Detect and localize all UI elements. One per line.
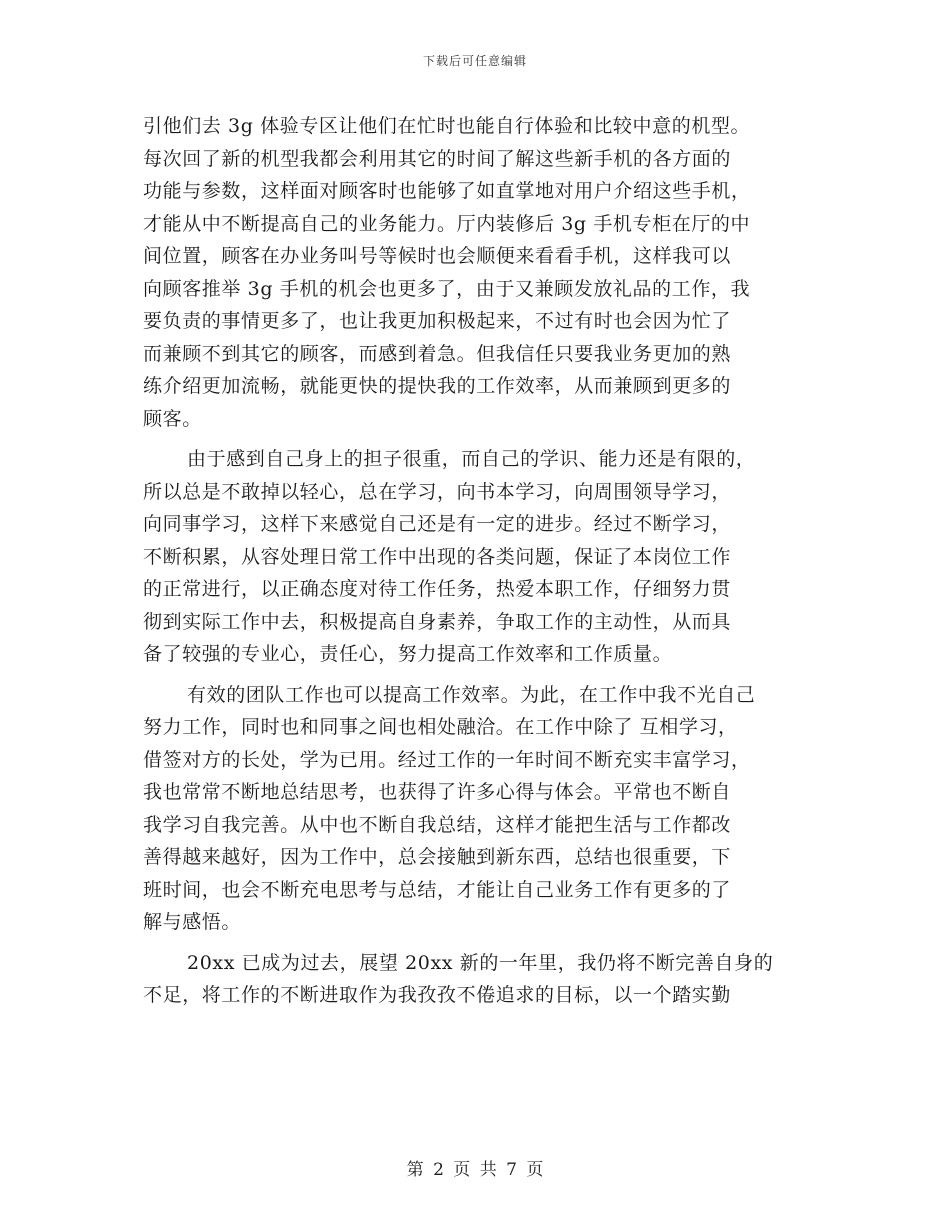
text-line: 每次回了新的机型我都会利用其它的时间了解这些新手机的各方面的: [143, 147, 732, 170]
text-line: 班时间，也会不断充电思考与总结，才能让自己业务工作有更多的了: [143, 878, 732, 901]
text-line: 由于感到自己身上的担子很重，而自己的学识、能力还是有限的，: [187, 448, 756, 470]
text-line: 我学习自我完善。从中也不断自我总结，这样才能把生活与工作都改: [143, 813, 732, 836]
text-line: 顾客。: [143, 407, 202, 430]
text-line: 借签对方的长处，学为已用。经过工作的一年时间不断充实丰富学习，: [143, 748, 751, 771]
page-footer: 第 2 页 共 7 页: [406, 1160, 544, 1180]
paragraph: [143, 947, 811, 1012]
text-line: 间位置，顾客在办业务叫号等候时也会顺便来看看手机，这样我可以: [143, 245, 732, 267]
text-line: 备了较强的专业心，责任心，努力提高工作效率和工作质量。: [143, 643, 673, 665]
text-line: 的正常进行，以正确态度对待工作任务，热爱本职工作，仔细努力贯: [143, 578, 732, 600]
text-line: 我也常常不断地总结思考，也获得了许多心得与体会。平常也不断自: [143, 781, 732, 803]
document-body: [143, 110, 811, 1012]
text-line: 不断积累，从容处理日常工作中出现的各类问题，保证了本岗位工作: [143, 545, 732, 568]
text-line: 向顾客推举 3g 手机的机会也更多了，由于又兼顾发放礼品的工作，我: [143, 277, 751, 300]
paragraph: [143, 679, 811, 939]
text-line: 向同事学习，这样下来感觉自己还是有一定的进步。经过不断学习，: [143, 513, 732, 535]
text-line: 彻到实际工作中去，积极提高自身素养，争取工作的主动性，从而具: [143, 610, 732, 633]
text-line: 有效的团队工作也可以提高工作效率。为此，在工作中我不光自己: [187, 683, 756, 706]
text-line: 要负责的事情更多了，也让我更加积极起来，不过有时也会因为忙了: [143, 310, 732, 332]
text-line: 功能与参数，这样面对顾客时也能够了如直掌地对用户介绍这些手机，: [143, 180, 751, 202]
text-line: 20xx 已成为过去，展望 20xx 新的一年里，我仍将不断完善自身的: [187, 951, 774, 974]
text-line: 而兼顾不到其它的顾客，而感到着急。但我信任只要我业务更加的熟: [143, 342, 732, 365]
text-line: 所以总是不敢掉以轻心，总在学习，向书本学习，向周围领导学习，: [143, 480, 732, 503]
text-line: 引他们去 3g 体验专区让他们在忙时也能自行体验和比较中意的机型。: [143, 115, 751, 137]
text-line: 才能从中不断提高自己的业务能力。厅内装修后 3g 手机专柜在厅的中: [143, 212, 751, 235]
page-header: 下载后可任意编辑: [422, 54, 527, 68]
text-line: 努力工作，同时也和同事之间也相处融洽。在工作中除了 互相学习，: [143, 716, 738, 738]
paragraph: [143, 443, 811, 671]
paragraph: [143, 110, 811, 435]
text-line: 解与感悟。: [143, 911, 242, 933]
text-line: 善得越来越好，因为工作中，总会接触到新东西，总结也很重要，下: [143, 846, 732, 868]
text-line: 不足，将工作的不断进取作为我孜孜不倦追求的目标，以一个踏实勤: [143, 984, 732, 1006]
text-line: 练介绍更加流畅，就能更快的提快我的工作效率，从而兼顾到更多的: [143, 375, 732, 397]
